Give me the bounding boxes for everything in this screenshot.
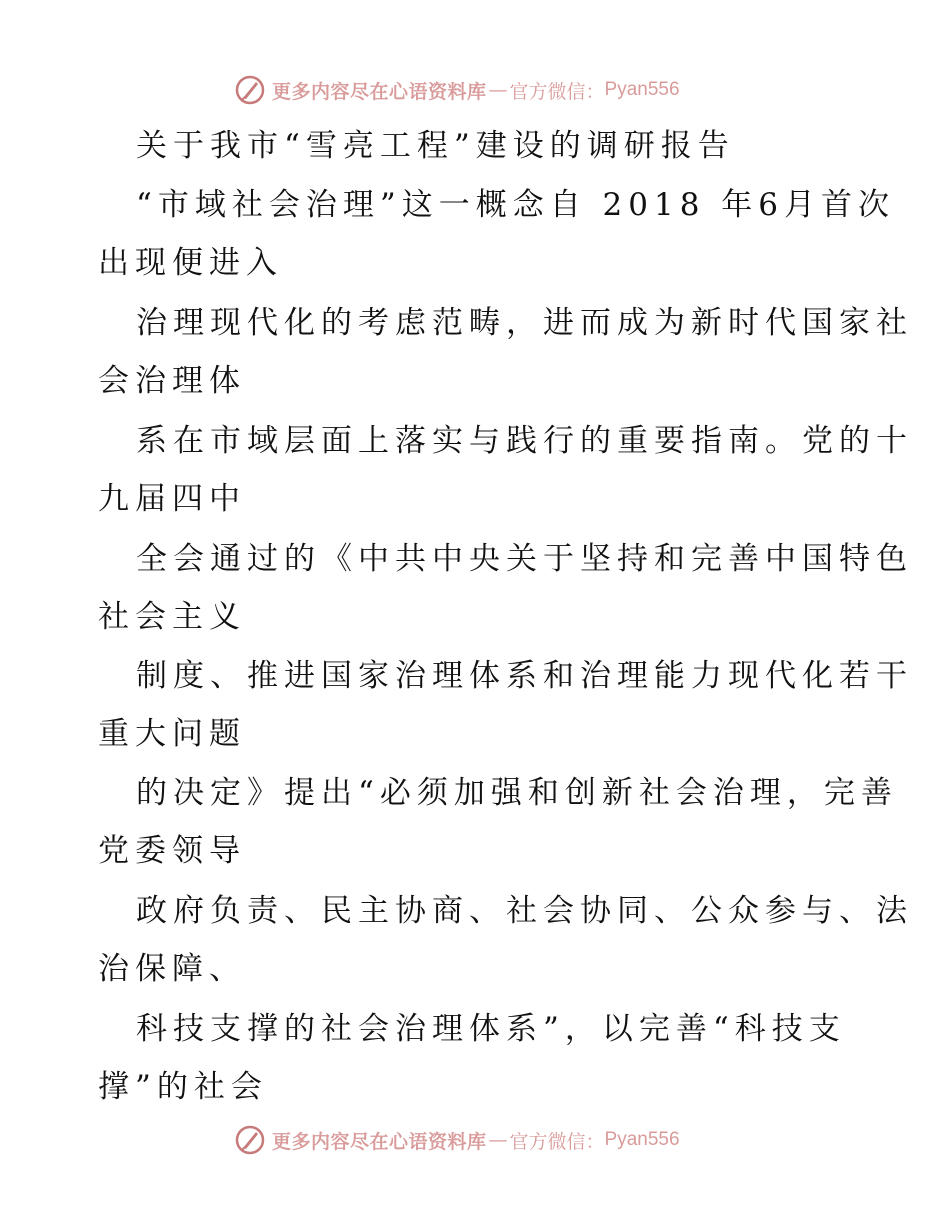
paragraph-line: 党委领导	[98, 833, 246, 869]
paragraph-line: 政府负责、民主协商、社会协同、公众参与、法	[136, 893, 913, 929]
paragraph-line: 撑”的社会	[98, 1069, 268, 1105]
paragraph-line: 出现便进入	[98, 245, 283, 281]
watermark-separator: —	[488, 79, 508, 101]
paragraph-line: 九届四中	[98, 481, 246, 517]
watermark-wechat-id: Pyan556	[604, 1129, 680, 1150]
paragraph-line: 社会主义	[98, 599, 246, 635]
watermark-official-label: 官方微信：	[509, 1130, 605, 1153]
paragraph-line: 全会通过的《中共中央关于坚持和完善中国特色	[136, 541, 913, 577]
paragraph-line: 治保障、	[98, 951, 246, 987]
paragraph-line: 的决定》提出“必须加强和创新社会治理，完善	[136, 775, 898, 811]
paragraph-line: 系在市域层面上落实与践行的重要指南。党的十	[136, 423, 913, 459]
watermark-main-text: 更多内容尽在心语资料库	[272, 1130, 487, 1153]
watermark-banner-bottom	[234, 1123, 680, 1157]
watermark-banner-top	[234, 73, 680, 107]
paragraph-line: “市域社会治理”这一概念自 2018 年6月首次	[136, 187, 896, 223]
paragraph-line: 会治理体	[98, 363, 246, 399]
quill-pen-logo-icon	[234, 1124, 266, 1156]
watermark-official-label: 官方微信：	[509, 80, 605, 103]
document-title: 关于我市“雪亮工程”建设的调研报告	[136, 128, 735, 164]
paragraph-line: 重大问题	[98, 716, 246, 752]
paragraph-line: 制度、推进国家治理体系和治理能力现代化若干	[136, 658, 913, 694]
watermark-main-text: 更多内容尽在心语资料库	[272, 80, 487, 103]
watermark-wechat-id: Pyan556	[604, 79, 680, 100]
paragraph-line: 科技支撑的社会治理体系”，以完善“科技支	[136, 1011, 846, 1047]
watermark-separator: —	[488, 1129, 508, 1151]
paragraph-line: 治理现代化的考虑范畴，进而成为新时代国家社	[136, 305, 913, 341]
quill-pen-logo-icon	[234, 74, 266, 106]
